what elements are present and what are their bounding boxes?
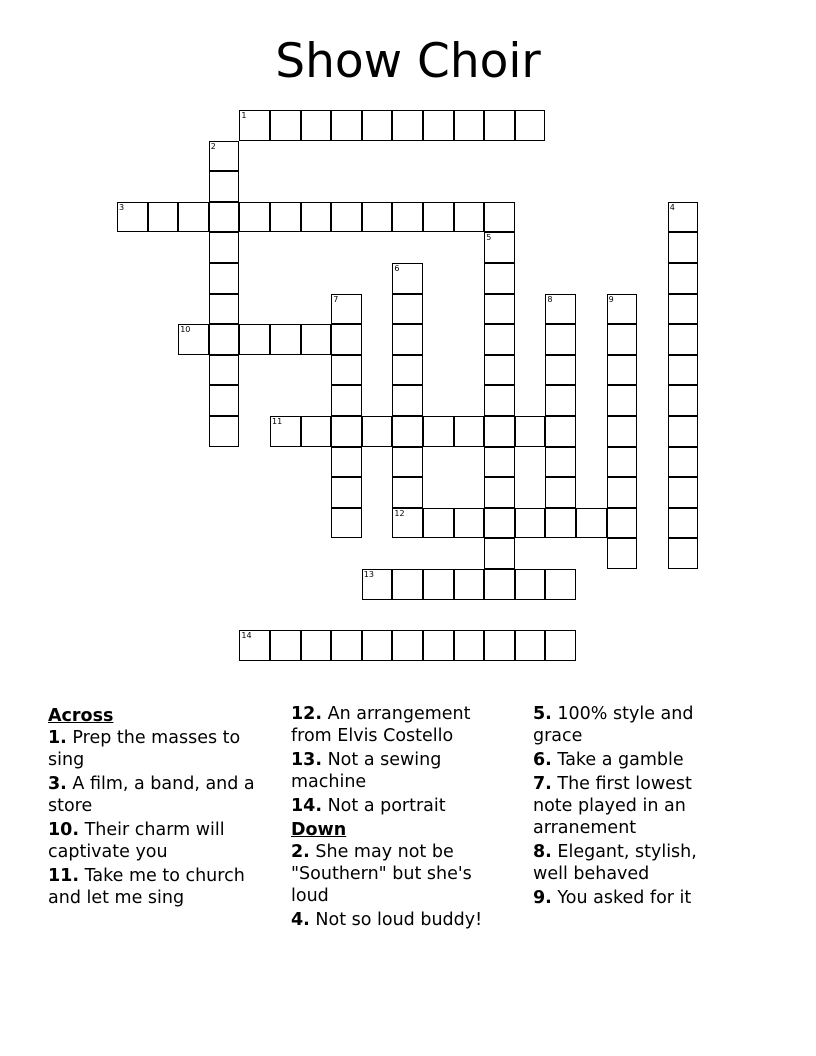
cell-number: 4 xyxy=(669,202,675,212)
grid-cell[interactable] xyxy=(392,508,423,539)
grid-cell[interactable] xyxy=(178,202,209,233)
grid-cell[interactable] xyxy=(454,630,485,661)
grid-cell[interactable] xyxy=(545,416,576,447)
grid-cell[interactable] xyxy=(545,294,576,325)
grid-cell[interactable] xyxy=(362,630,393,661)
cell-number: 2 xyxy=(210,141,216,151)
clue-column-2 xyxy=(291,703,506,933)
grid-cell[interactable] xyxy=(607,355,638,386)
cell-number: 14 xyxy=(241,631,252,641)
grid-cell[interactable] xyxy=(270,202,301,233)
grid-cell[interactable] xyxy=(239,202,270,233)
grid-cell[interactable] xyxy=(545,385,576,416)
grid-cell[interactable] xyxy=(607,538,638,569)
cell-number: 8 xyxy=(547,294,553,304)
grid-cell[interactable] xyxy=(454,508,485,539)
cell-number: 9 xyxy=(608,294,614,304)
grid-cell[interactable] xyxy=(392,569,423,600)
grid-cell[interactable] xyxy=(454,202,485,233)
down-heading: Down xyxy=(291,820,347,840)
clue-column-1 xyxy=(48,703,273,911)
grid-cell[interactable] xyxy=(301,630,332,661)
grid-cell[interactable] xyxy=(515,110,546,141)
grid-cell[interactable] xyxy=(392,263,423,294)
grid-cell[interactable] xyxy=(270,324,301,355)
grid-cell[interactable] xyxy=(301,324,332,355)
grid-cell[interactable] xyxy=(331,110,362,141)
cell-number: 10 xyxy=(180,325,191,335)
grid-cell[interactable] xyxy=(668,202,699,233)
clue-across-11: 11. Take me to church and let me sing xyxy=(48,866,245,908)
grid-cell[interactable] xyxy=(484,355,515,386)
grid-cell[interactable] xyxy=(668,324,699,355)
grid-cell[interactable] xyxy=(576,508,607,539)
grid-cell[interactable] xyxy=(484,630,515,661)
grid-cell[interactable] xyxy=(331,385,362,416)
grid-cell[interactable] xyxy=(668,355,699,386)
grid-cell[interactable] xyxy=(392,385,423,416)
grid-cell[interactable] xyxy=(484,232,515,263)
clue-down-4: 4. Not so loud buddy! xyxy=(291,910,483,930)
grid-cell[interactable] xyxy=(484,202,515,233)
grid-cell[interactable] xyxy=(484,447,515,478)
grid-cell[interactable] xyxy=(545,569,576,600)
grid-cell[interactable] xyxy=(545,477,576,508)
clue-across-13: 13. Not a sewing machine xyxy=(291,750,442,792)
cell-number: 5 xyxy=(486,233,492,243)
grid-cell[interactable] xyxy=(270,416,301,447)
grid-cell[interactable] xyxy=(484,385,515,416)
grid-cell[interactable] xyxy=(484,263,515,294)
grid-cell[interactable] xyxy=(392,355,423,386)
grid-cell[interactable] xyxy=(423,110,454,141)
grid-cell[interactable] xyxy=(270,110,301,141)
grid-cell[interactable] xyxy=(668,477,699,508)
grid-cell[interactable] xyxy=(331,508,362,539)
grid-cell[interactable] xyxy=(331,202,362,233)
clue-down-9: 9. You asked for it xyxy=(533,888,692,908)
clue-across-1: 1. Prep the masses to sing xyxy=(48,728,241,770)
grid-cell[interactable] xyxy=(209,324,240,355)
grid-cell[interactable] xyxy=(423,569,454,600)
grid-cell[interactable] xyxy=(392,202,423,233)
grid-cell[interactable] xyxy=(362,416,393,447)
grid-cell[interactable] xyxy=(545,447,576,478)
grid-cell[interactable] xyxy=(209,416,240,447)
cell-number: 1 xyxy=(241,111,247,120)
grid-cell[interactable] xyxy=(607,508,638,539)
cell-number: 3 xyxy=(119,202,125,212)
grid-cell[interactable] xyxy=(607,416,638,447)
grid-cell[interactable] xyxy=(484,569,515,600)
grid-cell[interactable] xyxy=(239,630,270,661)
grid-cell[interactable] xyxy=(668,294,699,325)
grid-cell[interactable] xyxy=(209,263,240,294)
grid-cell[interactable] xyxy=(607,324,638,355)
grid-cell[interactable] xyxy=(545,508,576,539)
grid-cell[interactable] xyxy=(423,630,454,661)
grid-cell[interactable] xyxy=(148,202,179,233)
grid-cell[interactable] xyxy=(484,324,515,355)
clue-down-8: 8. Elegant, stylish, well behaved xyxy=(533,842,697,884)
grid-cell[interactable] xyxy=(545,324,576,355)
grid-cell[interactable] xyxy=(392,477,423,508)
grid-cell[interactable] xyxy=(331,447,362,478)
clue-column-3 xyxy=(533,703,733,911)
clue-across-14: 14. Not a portrait xyxy=(291,796,446,816)
cell-number: 13 xyxy=(363,570,374,579)
grid-cell[interactable] xyxy=(331,294,362,325)
grid-cell[interactable] xyxy=(515,508,546,539)
across-heading: Across xyxy=(48,706,114,726)
grid-cell[interactable] xyxy=(423,508,454,539)
grid-cell[interactable] xyxy=(362,110,393,141)
grid-cell[interactable] xyxy=(331,477,362,508)
grid-cell[interactable] xyxy=(668,232,699,263)
clue-across-3: 3. A film, a band, and a store xyxy=(48,774,255,816)
grid-cell[interactable] xyxy=(209,171,240,202)
grid-cell[interactable] xyxy=(239,324,270,355)
grid-cell[interactable] xyxy=(331,324,362,355)
grid-cell[interactable] xyxy=(117,202,148,233)
grid-cell[interactable] xyxy=(484,477,515,508)
grid-cell[interactable] xyxy=(423,202,454,233)
grid-cell[interactable] xyxy=(484,508,515,539)
grid-cell[interactable] xyxy=(668,447,699,478)
grid-cell[interactable] xyxy=(392,630,423,661)
grid-cell[interactable] xyxy=(515,569,546,600)
grid-cell[interactable] xyxy=(607,385,638,416)
grid-cell[interactable] xyxy=(301,202,332,233)
grid-cell[interactable] xyxy=(362,569,393,600)
grid-cell[interactable] xyxy=(668,508,699,539)
grid-cell[interactable] xyxy=(454,110,485,141)
grid-cell[interactable] xyxy=(423,416,454,447)
grid-cell[interactable] xyxy=(209,355,240,386)
grid-cell[interactable] xyxy=(668,416,699,447)
cell-number: 11 xyxy=(272,417,283,426)
grid-cell[interactable] xyxy=(484,110,515,141)
grid-cell[interactable] xyxy=(484,294,515,325)
grid-cell[interactable] xyxy=(392,324,423,355)
grid-cell[interactable] xyxy=(484,538,515,569)
clue-across-10: 10. Their charm will captivate you xyxy=(48,820,225,862)
grid-cell[interactable] xyxy=(668,263,699,294)
grid-cell[interactable] xyxy=(454,569,485,600)
grid-cell[interactable] xyxy=(209,202,240,233)
grid-cell[interactable] xyxy=(392,447,423,478)
grid-cell[interactable] xyxy=(392,110,423,141)
clue-down-6: 6. Take a gamble xyxy=(533,750,684,770)
grid-cell[interactable] xyxy=(209,141,240,172)
grid-cell[interactable] xyxy=(362,202,393,233)
grid-cell[interactable] xyxy=(668,538,699,569)
grid-cell[interactable] xyxy=(454,416,485,447)
grid-cell[interactable] xyxy=(607,447,638,478)
cell-number: 12 xyxy=(394,508,405,518)
clue-across-12: 12. An arrangement from Elvis Costello xyxy=(291,704,471,746)
grid-cell[interactable] xyxy=(301,110,332,141)
grid-cell[interactable] xyxy=(668,385,699,416)
grid-cell[interactable] xyxy=(209,294,240,325)
grid-cell[interactable] xyxy=(484,416,515,447)
grid-cell[interactable] xyxy=(607,477,638,508)
grid-cell[interactable] xyxy=(545,630,576,661)
grid-cell[interactable] xyxy=(301,416,332,447)
grid-cell[interactable] xyxy=(545,355,576,386)
grid-cell[interactable] xyxy=(515,630,546,661)
cell-number: 6 xyxy=(394,264,400,273)
clue-down-7: 7. The first lowest note played in an arranement xyxy=(533,774,692,838)
grid-cell[interactable] xyxy=(209,385,240,416)
grid-cell[interactable] xyxy=(515,416,546,447)
grid-cell[interactable] xyxy=(392,294,423,325)
grid-cell[interactable] xyxy=(331,416,362,447)
grid-cell[interactable] xyxy=(392,416,423,447)
grid-cell[interactable] xyxy=(331,355,362,386)
grid-cell[interactable] xyxy=(178,324,209,355)
grid-cell[interactable] xyxy=(239,110,270,141)
grid-cell[interactable] xyxy=(607,294,638,325)
grid-cell[interactable] xyxy=(331,630,362,661)
clue-down-2: 2. She may not be "Southern" but she's loud xyxy=(291,842,472,906)
clue-down-5: 5. 100% style and grace xyxy=(533,704,694,746)
grid-cell[interactable] xyxy=(209,232,240,263)
cell-number: 7 xyxy=(333,294,339,304)
grid-cell[interactable] xyxy=(270,630,301,661)
page-title: Show Choir xyxy=(275,34,541,89)
